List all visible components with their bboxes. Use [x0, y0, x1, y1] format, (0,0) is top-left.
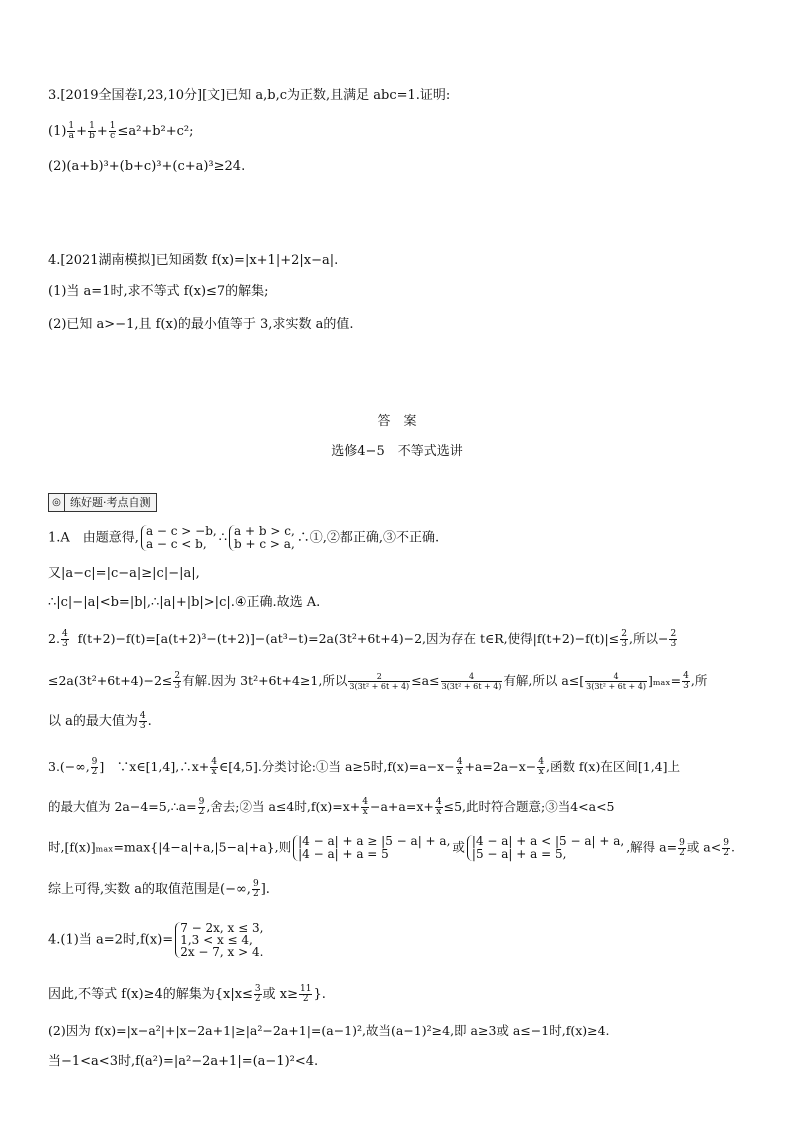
q3-header: 3.[2019全国卷Ⅰ,23,10分][文]已知 a,b,c为正数,且满足 abc=1.证明:	[48, 88, 451, 103]
a4-line1: 4.(1)当 a=2时,f(x)= 7 − 2x, x ≤ 3, 1,3 < x ≤ 4, 2x − 7, x > 4.	[48, 921, 264, 959]
lightbulb-icon: ◎	[49, 494, 65, 511]
q4-part2: (2)已知 a>−1,且 f(x)的最小值等于 3,求实数 a的值.	[48, 317, 354, 332]
q4-header: 4.[2021湖南模拟]已知函数 f(x)=|x+1|+2|x−a|.	[48, 253, 339, 268]
a2-line3: 以 a的最大值为 $\frac{4}{3}$ .	[48, 711, 152, 731]
a1-line2: 又|a−c|=|c−a|≥|c|−|a|,	[48, 566, 200, 581]
q3-p1-prefix: (1)	[48, 124, 67, 139]
a4-line4: 当−1<a<3时,f(a²)=|a²−2a+1|=(a−1)²<4.	[48, 1054, 319, 1069]
a4-line3: (2)因为 f(x)=|x−a²|+|x−2a+1|≥|a²−2a+1|=(a−1)²,故当(a−1)²≥4,即 a≥3或 a≤−1时,f(x)≥4.	[48, 1023, 610, 1038]
frac-1-c: $\frac{1}{c}$	[109, 121, 116, 141]
answers-subtitle: 选修4−5 不等式选讲	[331, 444, 463, 459]
a3-line4: 综上可得,实数 a的取值范围是(−∞, $\frac{9}{2}$ ].	[48, 879, 270, 899]
a1-line3: ∴|c|−|a|<b=|b|,∴|a|+|b|>|c|.④正确.故选 A.	[48, 595, 321, 610]
a1-system-2: a + b > c, b + c > a,	[229, 525, 295, 551]
section-badge	[48, 493, 157, 512]
q4-part1: (1)当 a=1时,求不等式 f(x)≤7的解集;	[48, 284, 269, 299]
a3-line3: 时,[f(x)]ₘₐₓ=max{|4−a|+a,|5−a|+a},则 |4 − a| + a ≥ |5 − a| + a, |4 − a| + a = 5 或 |4 − a| + a < |5 − a| + a, |5 − a| + a = 5, ,解得 a= $\frac{9}{2}$ 或 a< $\frac{9}{2}$ .	[48, 834, 735, 861]
a2-line1: 2. $\frac{4}{3}$ f(t+2)−f(t)=[a(t+2)³−(t+2)]−(at³−t)=2a(3t²+6t+4)−2,因为存在 t∈R,使得|f(t+2)−f(t)|≤ $\frac{2}{3}$ ,所以− $\frac{2}{3}$	[48, 629, 677, 649]
frac-1-a: $\frac{1}{a}$	[68, 121, 75, 141]
frac-1-b: $\frac{1}{b}$	[89, 121, 95, 141]
a3-line2: 的最大值为 2a−4=5,∴a= $\frac{9}{2}$ ,舍去;②当 a≤4时,f(x)=x+ $\frac{4}{x}$ −a+a=x+ $\frac{4}{x}$ ≤5,此时符合题意;③当4<a<5	[48, 797, 615, 817]
q3-part1: (1) $\frac{1}{a}$ + $\frac{1}{b}$ + $\frac{1}{c}$ ≤a²+b²+c²;	[48, 121, 194, 141]
a1-line1: 1.A 由题意得, a − c > −b, a − c < b, ∴ a + b > c, b + c > a, ∴①,②都正确,③不正确.	[48, 524, 440, 551]
q3-p1-suffix: ≤a²+b²+c²;	[117, 124, 194, 139]
a1-system-1: a − c > −b, a − c < b,	[141, 525, 217, 551]
badge-label: 练好题·考点自测	[70, 496, 151, 509]
a4-line2: 因此,不等式 f(x)≥4的解集为{x|x≤ $\frac{3}{2}$ 或 x≥ $\frac{11}{2}$ }.	[48, 984, 326, 1004]
a1-prefix: 1.A 由题意得,	[48, 530, 139, 546]
a3-line1: 3.(−∞, $\frac{9}{2}$ ] ∵x∈[1,4],∴x+ $\frac{4}{x}$ ∈[4,5].分类讨论:①当 a≥5时,f(x)=a−x− $\frac{4}{x}$ +a=2a−x− $\frac{4}{x}$ ,函数 f(x)在区间[1,4]上	[48, 757, 680, 777]
q3-part2: (2)(a+b)³+(b+c)³+(c+a)³≥24.	[48, 159, 246, 174]
a2-line2: ≤2a(3t²+6t+4)−2≤ $\frac{2}{3}$ 有解.因为 3t²+6t+4≥1,所以 $\frac{2}{\text{3(3t² + 6t + 4)}}$ ≤a≤ $\frac{4}{\text{3(3t² + 6t + 4)}}$ 有解,所以 a≤[ $\frac{4}{\text{3(3t² + 6t + 4)}}$ ]ₘₐₓ= $\frac{4}{3}$ ,所	[48, 671, 708, 691]
answers-title: 答 案	[377, 414, 417, 429]
